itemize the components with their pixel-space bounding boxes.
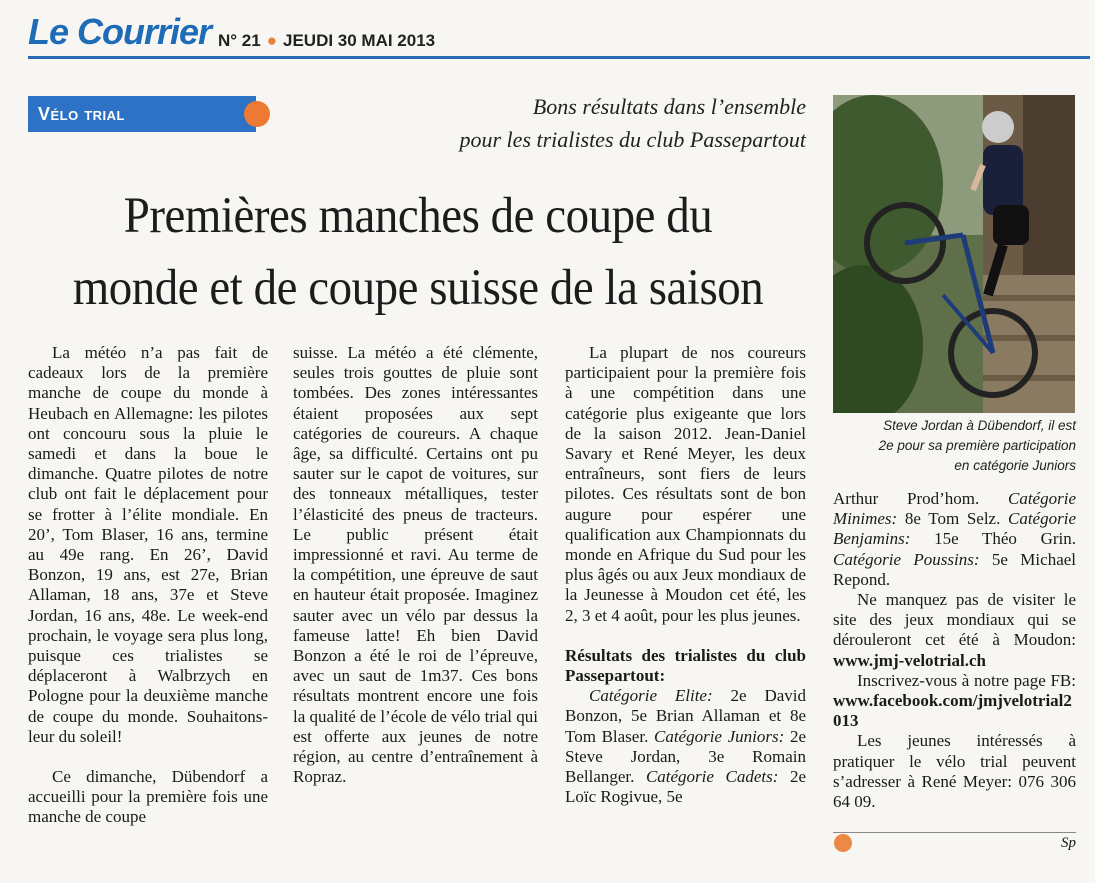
rubric-dot-icon [244, 101, 270, 127]
article-column-3 [565, 343, 806, 807]
facebook-link[interactable]: www.facebook.com/jmjvelotrial2013 [833, 691, 1072, 731]
caption-line: Steve Jordan à Dübendorf, il est [883, 418, 1076, 433]
issue-info [218, 30, 435, 52]
rubric-label: Vélo trial [38, 104, 126, 124]
category-label: Catégorie Juniors: [653, 726, 785, 746]
section-rubric [28, 96, 256, 132]
category-results: 5e Michael Repond. [833, 549, 1077, 589]
paragraph [833, 671, 1076, 732]
article-headline [59, 180, 777, 324]
category-label: Catégorie Elite: [589, 686, 713, 706]
caption-line: 2e pour sa première participation [878, 438, 1076, 453]
paragraph: La météo n’a pas fait de cadeaux lors de la première manche de coupe du monde à Heubach en Allemagne: les pilotes ont concouru sous la pluie le samedi et dans la boue le dimanche. Quatre pilotes de notre club ont fait le déplacement pour se frotter à l’élite mondiale. En 20’, Tom Blaser, 16 ans, termine au 49e rang. En 26’, David Bonzon, 19 ans, est 27e, Brian Allaman, 18 ans, 37e et Steve Jordan, 16 ans, 48e. Le week-end prochain, le voyage sera plus long, puisque ces trialistes se déplaceront à Walbrzych en Pologne pour la deuxième manche de coupe du monde. Souhaitons-leur du soleil! [28, 343, 268, 746]
article-column-2 [293, 343, 538, 787]
category-label: Catégorie Poussins: [833, 549, 980, 569]
category-label: Catégorie Minimes: [833, 489, 1076, 529]
category-results: Arthur Prod’hom. [833, 489, 1008, 508]
paragraph: La plupart de nos coureurs participaient pour la première fois à une compétition dans une catégorie plus exigeante que lors de la saison 2012. Jean-Daniel Savary et René Meyer, les deux entraîneurs, sont fiers de leurs pilotes. Ces résultats sont de bon augure pour espérer une qualification aux Championnats du monde en Afrique du Sud pour les plus âgés ou aux Jeux mondiaux de la Jeunesse à Moudon cet été, les 2, 3 et 4 août, pour les plus jeunes. [565, 343, 806, 625]
end-dot-icon [834, 834, 852, 852]
article-subtitle [300, 90, 806, 156]
visit-text: Ne manquez pas de visiter le site des jeux mondiaux qui se dérouleront cet été à Moudon: [833, 590, 1076, 650]
category-label: Catégorie Cadets: [645, 767, 779, 787]
website-link[interactable]: www.jmj-velotrial.ch [833, 650, 986, 670]
category-results: 2e Steve Jordan, 3e Romain Bellanger. [565, 726, 806, 787]
cyclist-photo-icon [833, 95, 1075, 413]
paragraph: Ce dimanche, Dübendorf a accueilli pour la première fois une manche de coupe [28, 767, 268, 827]
headline-line: Premières manches de coupe du [123, 188, 713, 244]
article-column-1 [28, 343, 268, 828]
caption-line: en catégorie Juniors [954, 458, 1076, 473]
category-results: 15e Théo Grin. [910, 529, 1076, 549]
headline-line: monde et de coupe suisse de la saison [72, 260, 764, 316]
subtitle-line: Bons résultats dans l’ensemble [532, 94, 806, 119]
issue-number: N° 21 [218, 31, 261, 50]
category-label: Catégorie Benjamins: [833, 509, 1076, 549]
category-results: 2e Loïc Rogivue, 5e [565, 767, 806, 807]
separator-dot-icon: ● [266, 31, 277, 50]
paragraph [833, 590, 1076, 671]
results-paragraph [565, 686, 806, 807]
article-column-4 [833, 489, 1076, 812]
cyclist-photo [833, 95, 1075, 413]
paragraph: Les jeunes intéressés à pratiquer le vélo trial peuvent s’adresser à René Meyer: 076 306 64 09. [833, 731, 1076, 812]
subtitle-line: pour les trialistes du club Passepartout [459, 127, 806, 152]
newspaper-logo: Le Courrier [28, 11, 212, 52]
photo-caption [833, 416, 1076, 476]
results-heading: Résultats des trialistes du club Passepartout: [565, 645, 806, 686]
facebook-text: Inscrivez-vous à notre page FB: [857, 670, 1076, 690]
category-results: 2e David Bonzon, 5e Brian Allaman et 8e Tom Blaser. [565, 686, 806, 746]
masthead-rule [28, 56, 1090, 59]
paragraph: suisse. La météo a été clémente, seules trois gouttes de pluie sont tombées. Des zones intéressantes étaient proposées aux sept catégories de coureurs. A chaque âge, sa difficulté. Certains ont pu sauter sur le capot de voitures, sur des tonneaux métalliques, tester l’élasticité des pneus de tracteurs. Le public présent était impressionné et ravi. Au terme de la compétition, une épreuve de saut en hauteur était proposée. Imaginez sauter avec un vélo par dessus la fameuse latte! Eh bien David Bonzon a été le roi de l’épreuve, avec un saut de 1m37. Ces bons résultats montrent encore une fois la qualité de l’école de vélo trial qui est offerte aux jeunes de notre région, au centre d’entraînement à Ropraz. [293, 343, 538, 787]
issue-date: JEUDI 30 MAI 2013 [283, 31, 436, 50]
results-paragraph [833, 489, 1076, 590]
category-results: 8e Tom Selz. [897, 509, 1008, 529]
author-signature: Sp [1061, 835, 1076, 851]
